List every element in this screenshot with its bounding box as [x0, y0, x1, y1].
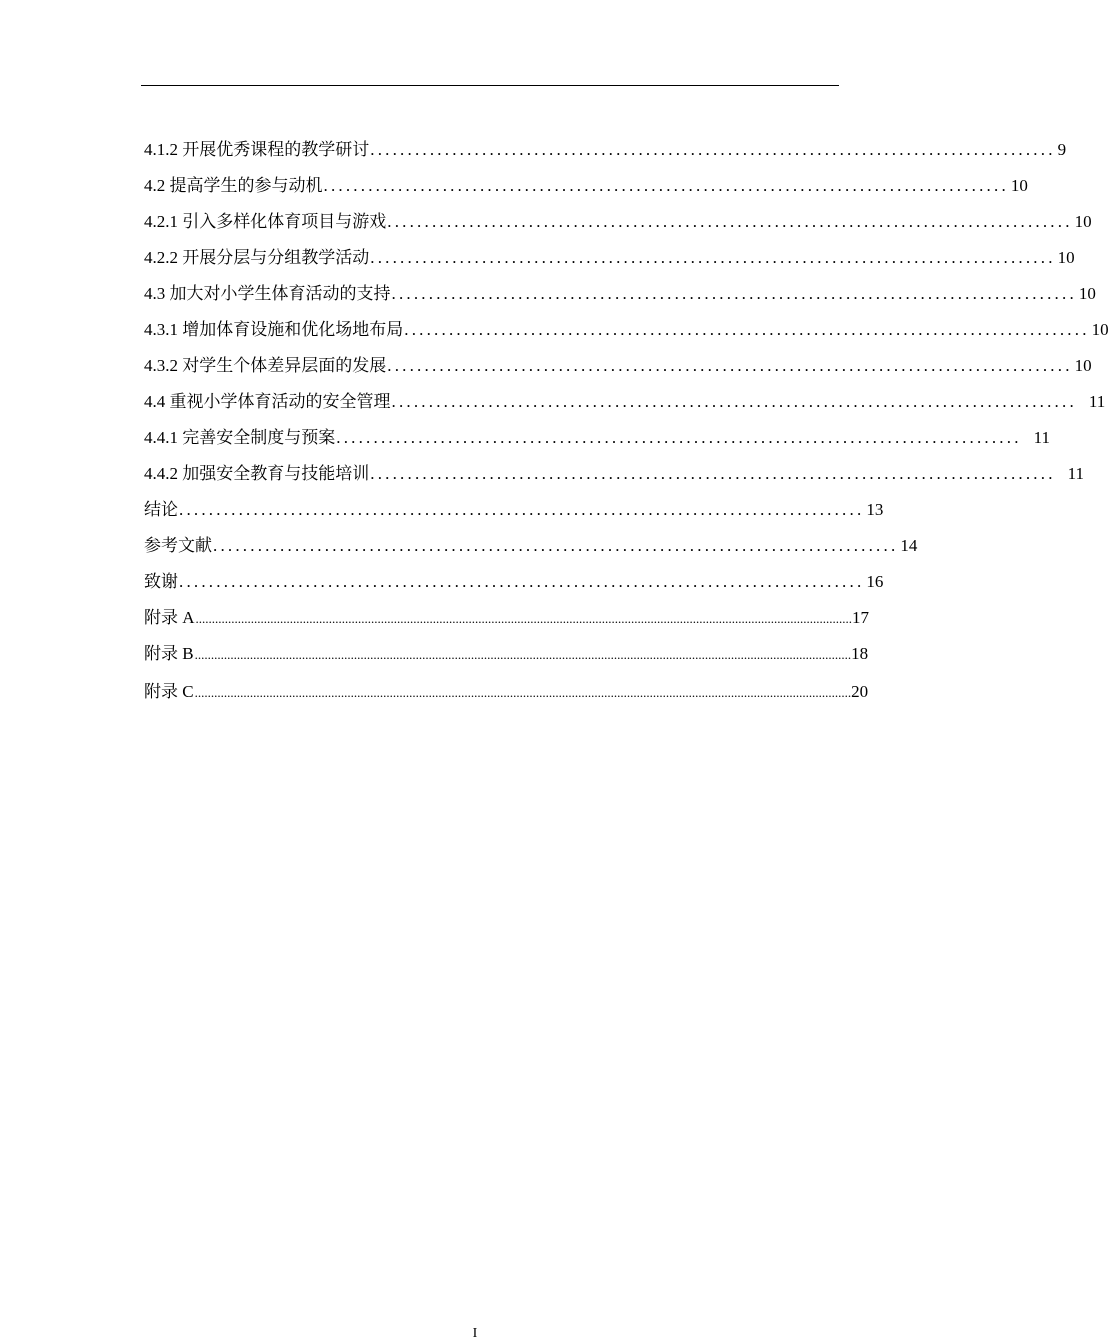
toc-entry[interactable] [144, 420, 1051, 456]
toc-leader-dots: .......................................................................................................................................................................................................... [194, 685, 852, 700]
toc-entry-page: 11 [1067, 464, 1085, 483]
toc-leader-dots: ............................................................................................ [323, 176, 1009, 195]
toc-leader-dots: ............................................................................................ [213, 536, 899, 555]
toc-entry[interactable] [144, 456, 1085, 492]
toc-entry-page: 9 [1057, 140, 1067, 159]
toc-entry-title: 4.4 重视小学体育活动的安全管理 [144, 392, 391, 411]
page-number: I [472, 1326, 478, 1341]
toc-entry[interactable] [144, 384, 1106, 420]
header-rule [141, 85, 839, 86]
toc-entry[interactable] [144, 168, 1028, 204]
toc-leader-dots: ............................................................................................ [387, 356, 1073, 375]
toc-entry-page: 11 [1033, 428, 1051, 447]
toc-entry[interactable] [144, 132, 1067, 168]
toc-entry-title: 4.4.1 完善安全制度与预案 [144, 428, 336, 447]
toc-entry-page: 14 [900, 536, 918, 555]
toc-entry-page: 10 [1010, 176, 1028, 195]
toc-entry[interactable] [144, 204, 1092, 240]
toc-entry[interactable] [144, 312, 1109, 348]
toc-entry[interactable] [144, 528, 918, 564]
toc-entry-page: 10 [1091, 320, 1109, 339]
toc-leader-dots: ............................................................................................ [336, 428, 1022, 447]
toc-entry-title: 4.1.2 开展优秀课程的教学研讨 [144, 140, 370, 159]
toc-entry-title: 附录 B [144, 644, 194, 663]
toc-entry-page: 17 [852, 608, 870, 627]
toc-entry-title: 4.4.2 加强安全教育与技能培训 [144, 464, 370, 483]
toc-leader-dots: ............................................................................................ [404, 320, 1090, 339]
toc-entry-page: 10 [1074, 212, 1092, 231]
toc-entry-title: 致谢 [144, 572, 178, 591]
toc-entry-title: 4.3.2 对学生个体差异层面的发展 [144, 356, 387, 375]
toc-leader-dots: ............................................................................................ [387, 212, 1073, 231]
toc-entry-page: 11 [1088, 392, 1106, 411]
toc-leader-dots: ............................................................................................ [179, 500, 865, 519]
toc-leader-dots: ............................................................................................ [370, 140, 1056, 159]
toc-entry[interactable] [144, 348, 1092, 384]
toc-leader-dots: .......................................................................................................................................................................................................... [195, 611, 853, 626]
toc-entry-page: 20 [851, 682, 869, 701]
toc-entry-title: 附录 C [144, 682, 194, 701]
toc-entry-title: 4.2.1 引入多样化体育项目与游戏 [144, 212, 387, 231]
toc-entry-title: 4.2 提高学生的参与动机 [144, 176, 323, 195]
toc-entry-title: 4.3 加大对小学生体育活动的支持 [144, 284, 391, 303]
toc-leader-dots: ............................................................................................ [370, 464, 1056, 483]
toc-entry[interactable] [144, 636, 869, 672]
toc-leader-dots: ............................................................................................ [391, 392, 1077, 411]
toc-leader-dots: ............................................................................................ [179, 572, 865, 591]
toc-entry-title: 附录 A [144, 608, 195, 627]
toc-entry[interactable] [144, 240, 1075, 276]
toc-entry-page: 10 [1074, 356, 1092, 375]
toc-entry[interactable] [144, 564, 884, 600]
toc-entry[interactable] [144, 276, 1096, 312]
toc-entry-title: 4.3.1 增加体育设施和优化场地布局 [144, 320, 404, 339]
toc-entry[interactable] [144, 492, 884, 528]
toc-entry-page: 10 [1078, 284, 1096, 303]
table-of-contents [144, 132, 1109, 712]
toc-entry-title: 参考文献 [144, 536, 212, 555]
toc-entry-page: 16 [866, 572, 884, 591]
toc-entry-title: 4.2.2 开展分层与分组教学活动 [144, 248, 370, 267]
toc-entry-page: 10 [1057, 248, 1075, 267]
toc-entry-page: 13 [866, 500, 884, 519]
toc-entry-page: 18 [851, 644, 869, 663]
toc-leader-dots: ............................................................................................ [370, 248, 1056, 267]
toc-leader-dots: ............................................................................................ [391, 284, 1077, 303]
toc-entry[interactable] [144, 600, 870, 636]
toc-leader-dots: .......................................................................................................................................................................................................... [194, 647, 852, 662]
toc-entry[interactable] [144, 672, 869, 712]
toc-entry-title: 结论 [144, 500, 178, 519]
